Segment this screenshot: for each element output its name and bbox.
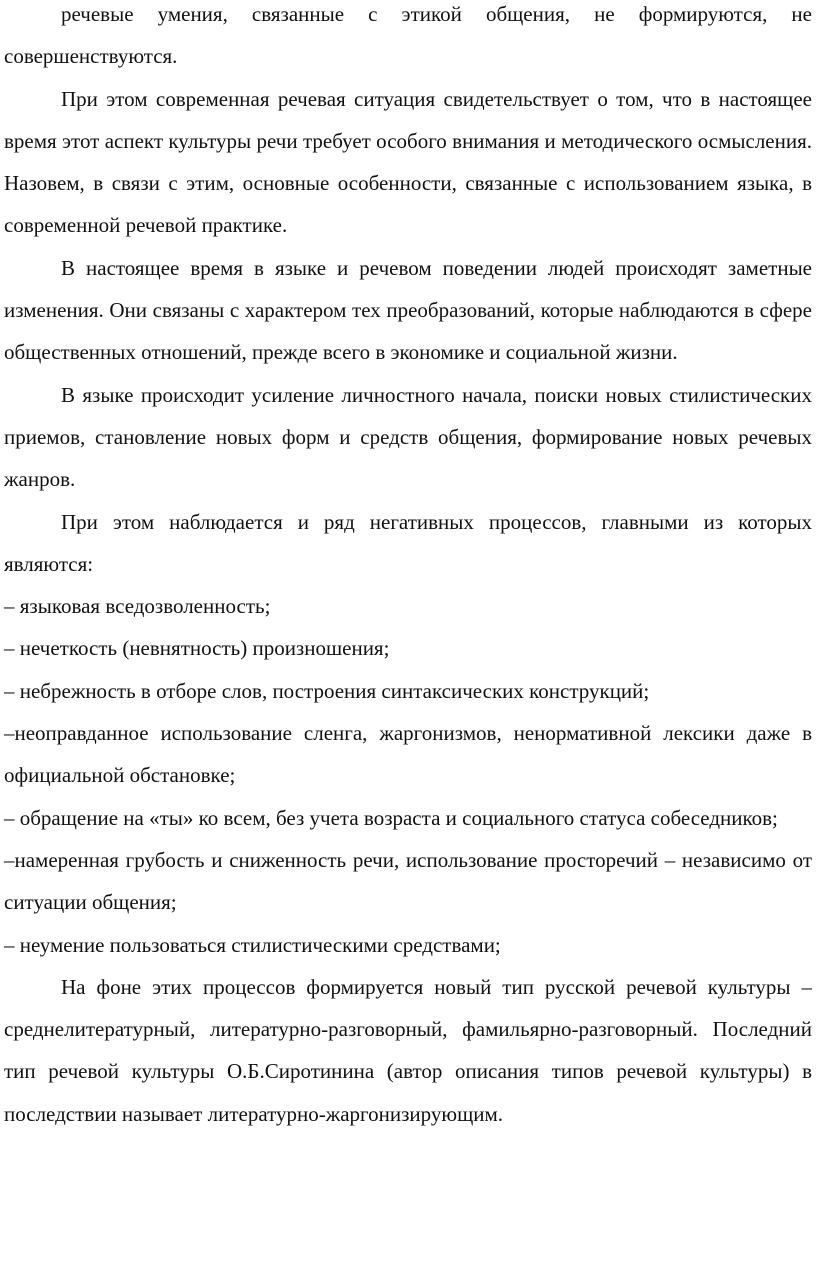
- paragraph-5: При этом наблюдается и ряд негативных процессов, главными из которых являются:: [4, 509, 812, 576]
- list-item: – обращение на «ты» ко всем, без учета возраста и социального статуса собеседников;: [4, 805, 778, 830]
- list-item: –неоправданное использование сленга, жаргонизмов, ненормативной лексики даже в официальной обстановке;: [4, 721, 812, 788]
- list-item: – неумение пользоваться стилистическими средствами;: [4, 932, 501, 957]
- paragraph-2: При этом современная речевая ситуация свидетельствует о том, что в настоящее время этот аспект культуры речи требует особого внимания и методического осмысления. Назовем, в связи с этим, основные особенности, связанные с использованием языка, в современной речевой практике.: [4, 86, 812, 238]
- paragraph-4: В языке происходит усиление личностного начала, поиски новых стилистических приемов, становление новых форм и средств общения, формирование новых речевых жанров.: [4, 382, 812, 492]
- list-item: –намеренная грубость и сниженность речи, использование просторечий – независимо от ситуации общения;: [4, 847, 812, 915]
- list-item: – языковая вседозволенность;: [4, 594, 271, 619]
- closing-paragraph: На фоне этих процессов формируется новый тип русской речевой культуры – среднелитературный, литературно-разговорный, фамильярно-разговорный. Последний тип речевой культуры О.Б.Сиротинина (автор описания типов речевой культуры) в последствии называет литературно-жаргонизирующим.: [4, 974, 812, 1126]
- list-item: – нечеткость (невнятность) произношения;: [4, 636, 390, 661]
- list-item: – небрежность в отборе слов, построения синтаксических конструкций;: [4, 678, 650, 703]
- paragraph-1: речевые умения, связанные с этикой общения, не формируются, не совершенствуются.: [4, 2, 812, 69]
- paragraph-3: В настоящее время в языке и речевом поведении людей происходят заметные изменения. Они связаны с характером тех преобразований, которые наблюдаются в сфере общественных отношений, прежде всего в экономике и социальной жизни.: [4, 255, 812, 365]
